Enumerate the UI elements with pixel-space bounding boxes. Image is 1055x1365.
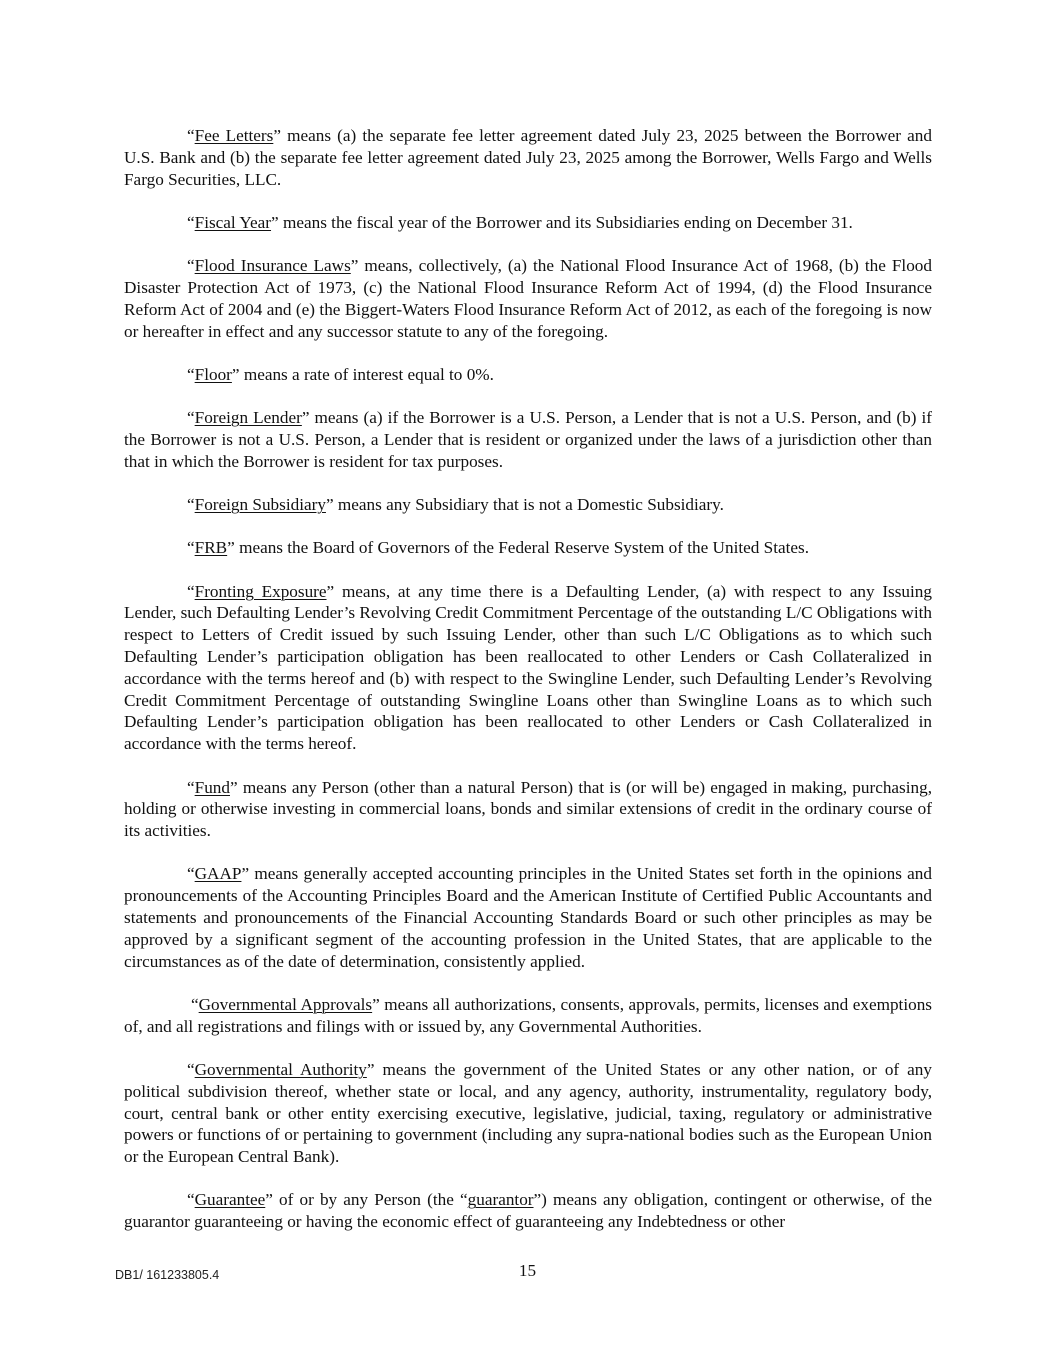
definition-fee-letters: “Fee Letters” means (a) the separate fee letter agreement dated July 23, 2025 between the Borrower and U.S. Bank and (b) the separate fee letter agreement dated July 23, 2025 among the Borrower, Wells Fargo and Wells Fargo Securities, LLC. bbox=[124, 126, 932, 189]
document-page bbox=[124, 125, 932, 1255]
definition-fronting-exposure: “Fronting Exposure” means, at any time there is a Defaulting Lender, (a) with respect to any Issuing Lender, such Defaulting Lender’s Revolving Credit Commitment Percentage of the outstanding L/C Obligations with respect to Letters of Credit issued by such Issuing Lender, other than such L/C Obligations as to which such Defaulting Lender’s participation obligation has been reallocated to other Lenders or Cash Collateralized in accordance with the terms hereof and (b) with respect to the Swingline Lender, such Defaulting Lender’s Revolving Credit Commitment Percentage of outstanding Swingline Loans other than Swingline Loans as to which such Defaulting Lender’s participation obligation has been reallocated to other Lenders or Cash Collateralized in accordance with the terms hereof. bbox=[124, 581, 932, 754]
definition-gaap: “GAAP” means generally accepted accounting principles in the United States set forth in the opinions and pronouncements of the Accounting Principles Board and the American Institute of Certified Public Accountants and statements and pronouncements of the Financial Accounting Standards Board or such other principles as may be approved by a significant segment of the accounting profession in the United States, that are applicable to the circumstances as of the date of determination, consistently applied. bbox=[124, 864, 932, 971]
defined-term: FRB bbox=[194, 538, 228, 558]
definition-guarantee: “Guarantee” of or by any Person (the “guarantor”) means any obligation, contingent or otherwise, of the guarantor guaranteeing or having the economic effect of guaranteeing any Indebtedness or other bbox=[124, 1190, 932, 1232]
definition-body: means any Person (other than a natural Person) that is (or will be) engaged in making, purchasing, holding or otherwise investing in commercial loans, bonds and similar extensions of credit in the ordinary course of its activities. bbox=[124, 777, 932, 841]
definition-fund: “Fund” means any Person (other than a natural Person) that is (or will be) engaged in making, purchasing, holding or otherwise investing in commercial loans, bonds and similar extensions of credit in the ordinary course of its activities. bbox=[124, 777, 932, 841]
defined-term: Governmental Approvals bbox=[198, 994, 373, 1014]
definition-body: means generally accepted accounting principles in the United States set forth in the opinions and pronouncements of the Accounting Principles Board and the American Institute of Certified Public Accountants and statements and pronouncements of the Financial Accounting Standards Board or such other principles as may be approved by a significant segment of the accounting profession in the United States, that are applicable to the circumstances as of the date of determination, consistently applied. bbox=[124, 864, 932, 971]
definition-body: means, collectively, (a) the National Flood Insurance Act of 1968, (b) the Flood Disaster Protection Act of 1973, (c) the National Flood Insurance Reform Act of 1994, (d) the Flood Insurance Reform Act of 2004 and (e) the Biggert-Waters Flood Insurance Reform Act of 2012, as each of the foregoing is now or hereafter in effect and any successor statute to any of the foregoing. bbox=[124, 256, 932, 341]
definition-governmental-authority: “Governmental Authority” means the government of the United States or any other nation, or of any political subdivision thereof, whether state or local, and any agency, authority, instrumentality, regulatory body, court, central bank or other entity exercising executive, legislative, judicial, taxing, regulatory or administrative powers or functions of or pertaining to government (including any supra-national bodies such as the European Union or the European Central Bank). bbox=[124, 1060, 932, 1167]
page-number: 15 bbox=[518, 1261, 537, 1280]
definition-foreign-lender: “Foreign Lender” means (a) if the Borrower is a U.S. Person, a Lender that is not a U.S. Person, and (b) if the Borrower is not a U.S. Person, a Lender that is resident or organized under the laws of a jurisdiction other than that in which the Borrower is resident for tax purposes. bbox=[124, 408, 932, 471]
defined-term: Fee Letters bbox=[194, 126, 274, 145]
definition-frb: “FRB” means the Board of Governors of the Federal Reserve System of the United States. bbox=[187, 538, 809, 558]
definition-body-before: of or by any Person (the “ bbox=[272, 1190, 468, 1210]
defined-term: Flood Insurance Laws bbox=[194, 256, 351, 276]
definition-body-after: ”) means any obligation, contingent or otherwise, of the guarantor guaranteeing or having the economic effect of guaranteeing any Indebtedness or other bbox=[124, 1190, 932, 1232]
definition-governmental-approvals: “Governmental Approvals” means all authorizations, consents, approvals, permits, licenses and exemptions of, and all registrations and filings with or issued by, any Governmental Authorities. bbox=[124, 994, 932, 1036]
definition-body: means all authorizations, consents, approvals, permits, licenses and exemptions of, and all registrations and filings with or issued by, any Governmental Authorities. bbox=[124, 994, 932, 1036]
definition-body: means the government of the United States or any other nation, or of any political subdivision thereof, whether state or local, and any agency, authority, instrumentality, regulatory body, court, central bank or other entity exercising executive, legislative, judicial, taxing, regulatory or administrative powers or functions of or pertaining to government (including any supra-national bodies such as the European Union or the European Central Bank). bbox=[124, 1060, 932, 1167]
defined-term: GAAP bbox=[194, 864, 242, 884]
defined-term: Floor bbox=[194, 364, 232, 384]
defined-term: Foreign Subsidiary bbox=[194, 495, 326, 515]
definition-body: means (a) the separate fee letter agreement dated July 23, 2025 between the Borrower and U.S. Bank and (b) the separate fee letter agreement dated July 23, 2025 among the Borrower, Wells Fargo and Wells Fargo Securities, LLC. bbox=[124, 126, 932, 189]
defined-term: Governmental Authority bbox=[194, 1060, 367, 1079]
defined-term-inner: guarantor bbox=[467, 1190, 534, 1210]
defined-term: Fund bbox=[194, 777, 230, 797]
definition-body: means (a) if the Borrower is a U.S. Person, a Lender that is not a U.S. Person, and (b) if the Borrower is not a U.S. Person, a Lender that is resident or organized under the laws of a jurisdiction other than that in which the Borrower is resident for tax purposes. bbox=[124, 408, 932, 471]
definition-body: means the fiscal year of the Borrower and its Subsidiaries ending on December 31. bbox=[278, 212, 853, 232]
definition-flood-insurance-laws: “Flood Insurance Laws” means, collectively, (a) the National Flood Insurance Act of 1968, (b) the Flood Disaster Protection Act of 1973, (c) the National Flood Insurance Reform Act of 1994, (d) the Flood Insurance Reform Act of 2004 and (e) the Biggert-Waters Flood Insurance Reform Act of 2012, as each of the foregoing is now or hereafter in effect and any successor statute to any of the foregoing. bbox=[124, 256, 932, 341]
definition-body: means a rate of interest equal to 0%. bbox=[239, 364, 494, 384]
definition-body: means the Board of Governors of the Federal Reserve System of the United States. bbox=[234, 538, 809, 558]
document-id: DB1/ 161233805.4 bbox=[115, 1268, 220, 1282]
definition-floor: “Floor” means a rate of interest equal to 0%. bbox=[187, 364, 494, 384]
definition-foreign-subsidiary: “Foreign Subsidiary” means any Subsidiary that is not a Domestic Subsidiary. bbox=[187, 495, 724, 515]
defined-term: Fiscal Year bbox=[194, 212, 272, 232]
definition-body: means any Subsidiary that is not a Domestic Subsidiary. bbox=[333, 495, 724, 515]
defined-term: Guarantee bbox=[194, 1190, 266, 1210]
defined-term: Fronting Exposure bbox=[194, 581, 327, 601]
defined-term: Foreign Lender bbox=[194, 408, 302, 428]
definition-body: means, at any time there is a Defaulting Lender, (a) with respect to any Issuing Lender, such Defaulting Lender’s Revolving Credit Commitment Percentage of the outstanding L/C Obligations with respect to Letters of Credit issued by such Issuing Lender, other than such L/C Obligations as to which such Defaulting Lender’s participation obligation has been reallocated to other Lenders or Cash Collateralized in accordance with the terms hereof and (b) with respect to the Swingline Lender, such Defaulting Lender’s Revolving Credit Commitment Percentage of outstanding Swingline Loans other than Swingline Loans as to which such Defaulting Lender’s participation obligation has been reallocated to other Lenders or Cash Collateralized in accordance with the terms hereof. bbox=[124, 581, 932, 754]
definition-fiscal-year: “Fiscal Year” means the fiscal year of the Borrower and its Subsidiaries ending on December 31. bbox=[187, 212, 853, 232]
